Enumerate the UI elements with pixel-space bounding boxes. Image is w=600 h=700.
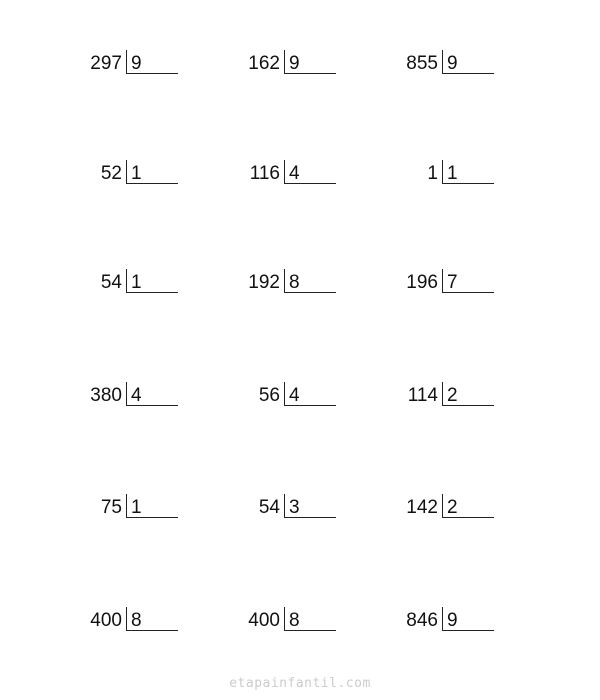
dividend: 855	[406, 53, 438, 74]
division-problem-r3-c3	[356, 263, 516, 303]
dividend: 56	[258, 385, 280, 406]
dividend: 297	[90, 53, 122, 74]
dividend: 380	[90, 385, 122, 406]
divisor: 8	[131, 610, 142, 631]
divisor: 9	[289, 53, 300, 74]
divisor: 9	[131, 53, 142, 74]
dividend: 54	[258, 497, 280, 518]
dividend: 400	[90, 610, 122, 631]
division-problem-r5-c3	[356, 488, 516, 528]
divisor: 2	[447, 497, 458, 518]
dividend: 192	[248, 272, 280, 293]
dividend: 52	[100, 163, 122, 184]
dividend: 54	[100, 272, 122, 293]
divisor: 1	[131, 272, 142, 293]
dividend: 142	[406, 497, 438, 518]
divisor: 9	[447, 53, 458, 74]
divisor: 4	[131, 385, 142, 406]
division-problem-r4-c2	[198, 376, 358, 416]
dividend: 116	[249, 163, 280, 184]
divisor: 1	[131, 497, 142, 518]
watermark: etapainfantil.com	[229, 676, 371, 691]
divisor: 9	[447, 610, 458, 631]
dividend: 162	[248, 53, 280, 74]
division-problem-r6-c3	[356, 601, 516, 641]
dividend: 75	[100, 497, 122, 518]
dividend: 1	[427, 163, 438, 184]
division-problem-r1-c1	[40, 44, 200, 84]
dividend: 846	[406, 610, 438, 631]
division-problem-r1-c2	[198, 44, 358, 84]
division-problem-r4-c1	[40, 376, 200, 416]
division-problem-r5-c2	[198, 488, 358, 528]
dividend: 114	[407, 385, 438, 406]
dividend: 400	[248, 610, 280, 631]
division-problem-r6-c1	[40, 601, 200, 641]
divisor: 1	[131, 163, 142, 184]
division-problem-r2-c1	[40, 154, 200, 194]
divisor: 1	[447, 163, 458, 184]
divisor: 8	[289, 272, 300, 293]
division-problem-r5-c1	[40, 488, 200, 528]
division-problem-r3-c2	[198, 263, 358, 303]
division-problem-r4-c3	[356, 376, 516, 416]
divisor: 7	[447, 272, 458, 293]
division-problem-r1-c3	[356, 44, 516, 84]
divisor: 3	[289, 497, 300, 518]
divisor: 2	[447, 385, 458, 406]
divisor: 4	[289, 385, 300, 406]
division-problem-r3-c1	[40, 263, 200, 303]
division-problem-r6-c2	[198, 601, 358, 641]
division-problem-r2-c2	[198, 154, 358, 194]
divisor: 8	[289, 610, 300, 631]
divisor: 4	[289, 163, 300, 184]
dividend: 196	[406, 272, 438, 293]
division-problem-r2-c3	[356, 154, 516, 194]
